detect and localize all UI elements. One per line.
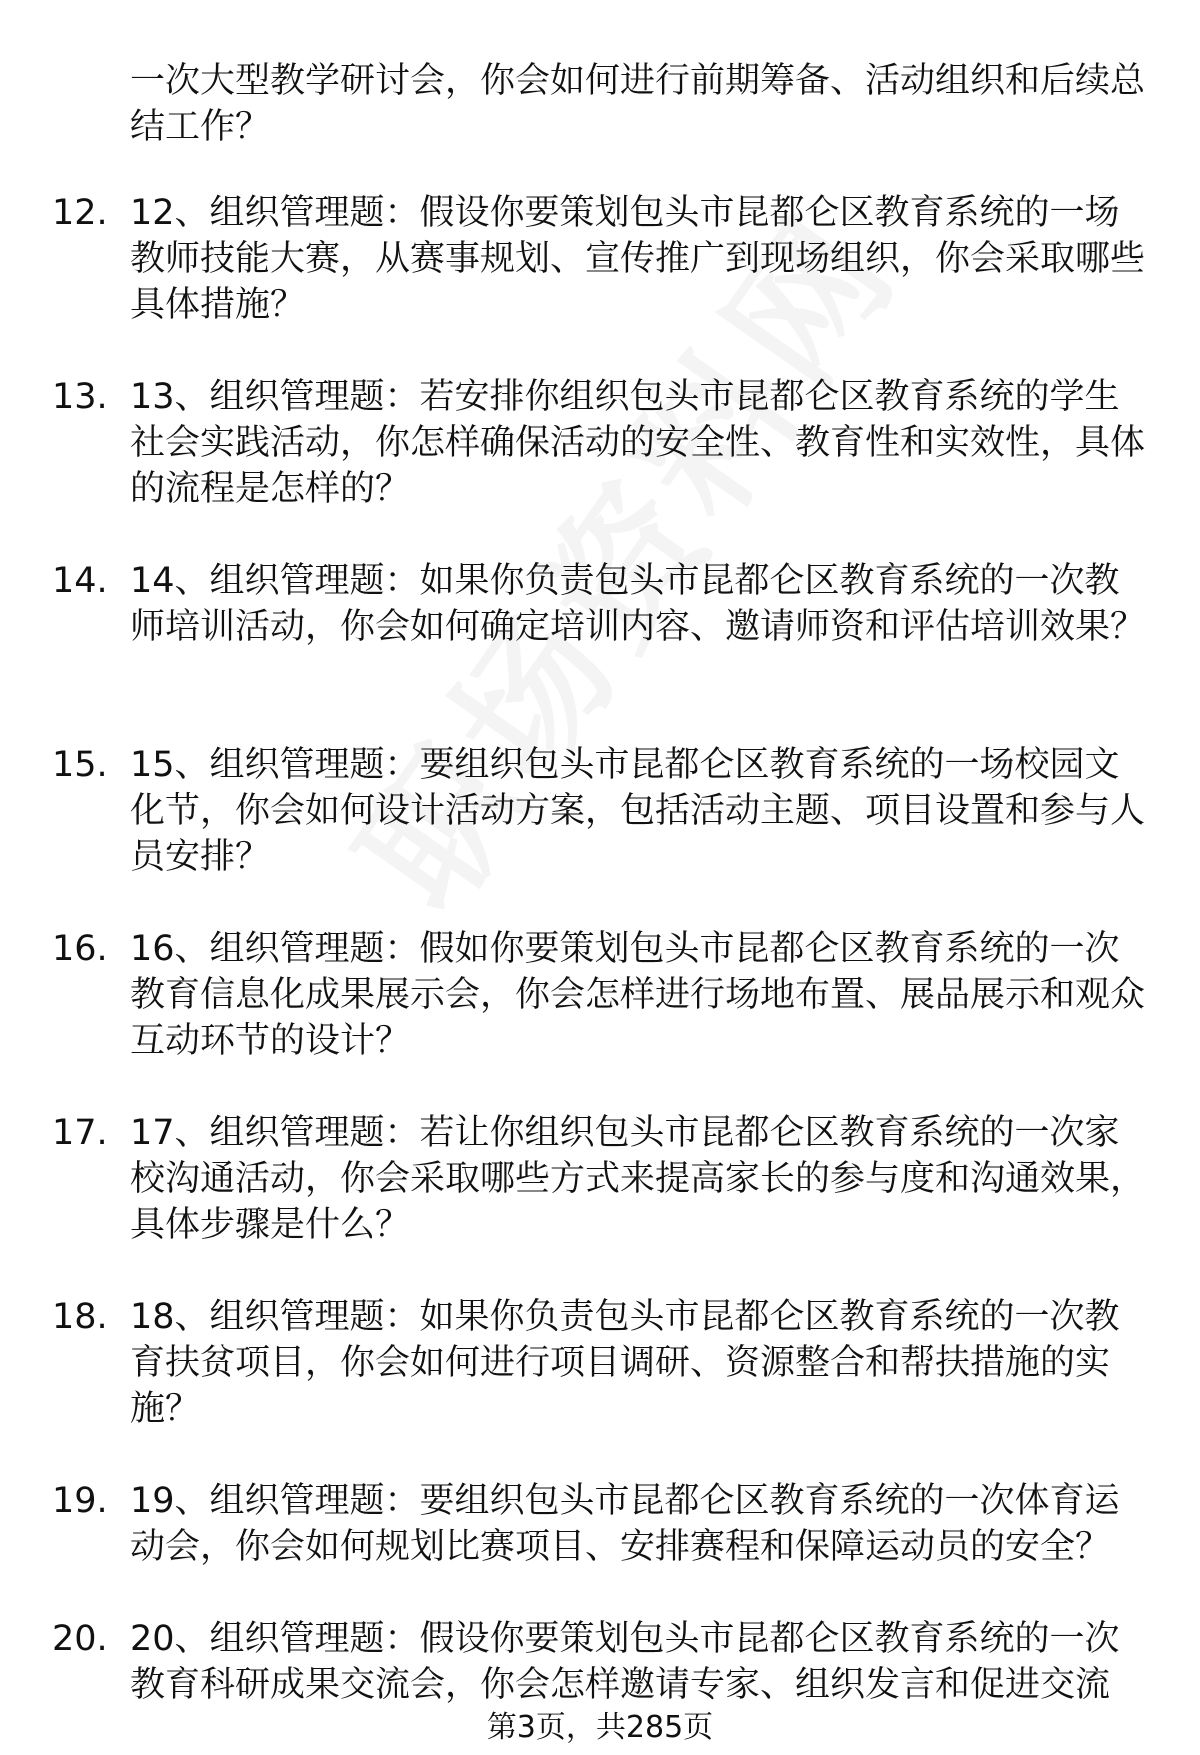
list-item-text: 12、组织管理题：假设你要策划包头市昆都仑区教育系统的一场教师技能大赛，从赛事规划、宣传推广到现场组织，你会采取哪些具体措施？ [130,193,1146,325]
list-item-number: 14. [52,561,108,601]
list-item [0,1294,1200,1478]
list-item-number: 16. [52,929,108,969]
list-item-text: 16、组织管理题：假如你要策划包头市昆都仑区教育系统的一次教育信息化成果展示会，你会怎样进行场地布置、展品展示和观众互动环节的设计？ [130,929,1146,1061]
list-item-number: 12. [52,193,108,233]
list-item-text: 14、组织管理题：如果你负责包头市昆都仑区教育系统的一次教师培训活动，你会如何确定培训内容、邀请师资和评估培训效果？ [130,561,1146,647]
list-item-text: 20、组织管理题：假设你要策划包头市昆都仑区教育系统的一次教育科研成果交流会，你会怎样邀请专家、组织发言和促进交流 [130,1619,1120,1705]
list-item-number: 18. [52,1297,108,1337]
list-item [0,742,1200,926]
page-footer: 第3页，共285页 [486,1710,714,1745]
question-list [0,190,1200,1755]
list-item [0,926,1200,1110]
list-item-number: 19. [52,1481,108,1521]
list-item [0,1110,1200,1294]
list-item-number: 20. [52,1619,108,1659]
list-item-text: 13、组织管理题：若安排你组织包头市昆都仑区教育系统的学生社会实践活动，你怎样确保活动的安全性、教育性和实效性，具体的流程是怎样的？ [130,377,1146,509]
list-item [0,1478,1200,1616]
list-item-number: 13. [52,377,108,417]
list-item [0,558,1200,742]
list-item-text: 18、组织管理题：如果你负责包头市昆都仑区教育系统的一次教育扶贫项目，你会如何进行项目调研、资源整合和帮扶措施的实施？ [130,1297,1120,1429]
list-item-text: 15、组织管理题：要组织包头市昆都仑区教育系统的一场校园文化节，你会如何设计活动方案，包括活动主题、项目设置和参与人员安排？ [130,745,1146,877]
list-item [0,374,1200,558]
list-item-text: 19、组织管理题：要组织包头市昆都仑区教育系统的一次体育运动会，你会如何规划比赛项目、安排赛程和保障运动员的安全？ [130,1481,1120,1567]
list-item [0,190,1200,374]
list-item-number: 17. [52,1113,108,1153]
continued-question-text: 一次大型教学研讨会，你会如何进行前期筹备、活动组织和后续总结工作？ [130,61,1146,147]
list-item-number: 15. [52,745,108,785]
list-item-text: 17、组织管理题：若让你组织包头市昆都仑区教育系统的一次家校沟通活动，你会采取哪些方式来提高家长的参与度和沟通效果，具体步骤是什么？ [130,1113,1146,1245]
